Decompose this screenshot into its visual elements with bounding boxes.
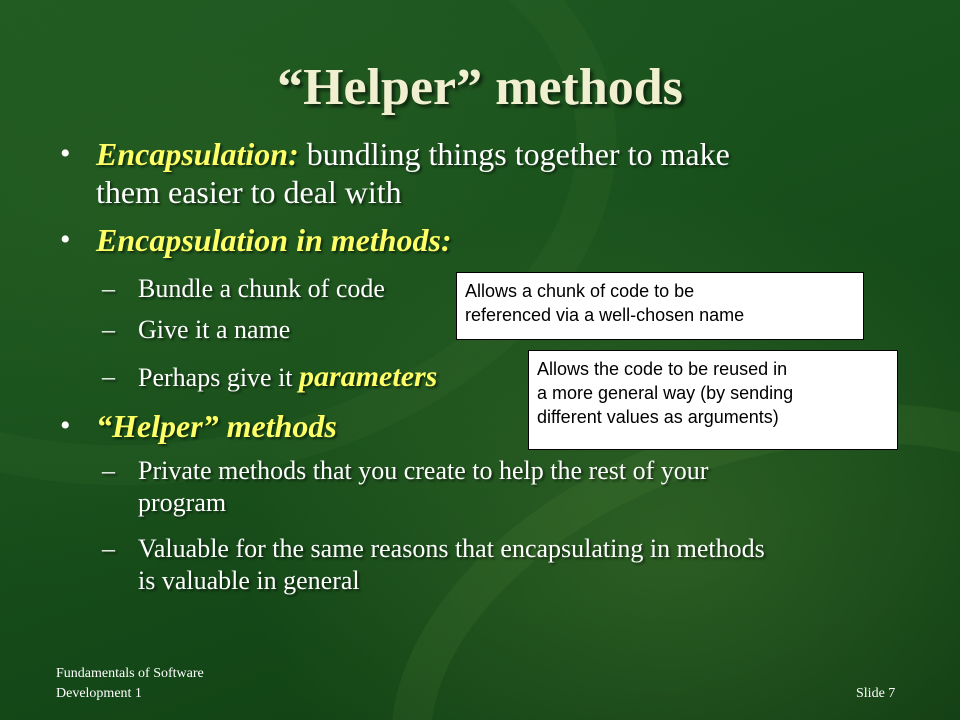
bullet-glyph: • [60, 223, 71, 256]
parameters-keyword: parameters [299, 360, 438, 393]
sub-item-private-methods-line2: program [138, 488, 227, 517]
slide-title: “Helper” methods [277, 59, 683, 116]
dash-glyph: – [102, 315, 115, 344]
dash-glyph: – [102, 456, 115, 485]
definition-line-1: bundling things together to make [306, 136, 730, 172]
dash-glyph: – [102, 534, 115, 563]
footer-course-line-1: Fundamentals of Software [56, 666, 204, 681]
slide-number: Slide 7 [856, 686, 896, 701]
callout-2-line-3: different values as arguments) [537, 407, 779, 427]
sub-item-valuable-line1: Valuable for the same reasons that encapsulating in methods [138, 534, 765, 563]
callout-1-line-1: Allows a chunk of code to be [465, 281, 695, 301]
term-encapsulation: Encapsulation: [96, 136, 299, 172]
sub-item-name: Give it a name [138, 315, 291, 344]
callout-1-line-2: referenced via a well-chosen name [465, 305, 745, 325]
sub-item-private-methods-line1: Private methods that you create to help the rest of your [138, 456, 709, 485]
callout-name-benefit [456, 272, 864, 340]
dash-glyph: – [102, 274, 115, 303]
sub-item-parameters-prefix: Perhaps give it [138, 363, 293, 392]
callout-parameters-benefit [528, 350, 898, 450]
callout-2-line-2: a more general way (by sending [537, 383, 794, 403]
term-helper-methods: “Helper” methods [96, 408, 337, 444]
bullet-glyph: • [60, 137, 71, 170]
footer-course [56, 664, 204, 704]
bullet-encapsulation [96, 136, 916, 172]
dash-glyph: – [102, 362, 115, 391]
sub-item-bundle: Bundle a chunk of code [138, 274, 385, 303]
footer-course-line-2: Development 1 [56, 686, 142, 701]
definition-line-2: them easier to deal with [96, 174, 402, 210]
callout-2-line-1: Allows the code to be reused in [537, 359, 788, 379]
term-encapsulation-in-methods: Encapsulation in methods: [96, 222, 452, 258]
sub-item-valuable-line2: is valuable in general [138, 566, 360, 595]
sub-item-parameters [138, 362, 437, 393]
bullet-glyph: • [60, 409, 71, 442]
